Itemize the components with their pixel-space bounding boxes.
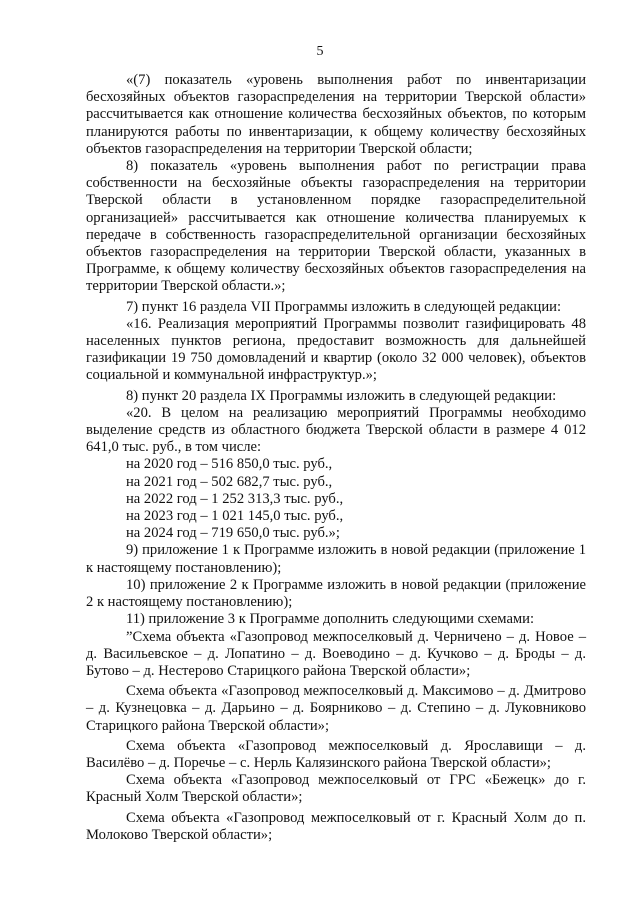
budget-line-2023: на 2023 год – 1 021 145,0 тыс. руб., [126,508,344,525]
budget-line-2024: на 2024 год – 719 650,0 тыс. руб.»; [126,525,340,542]
paragraph-indicator-7: «(7) показатель «уровень выполнения работ по инвентаризации бесхозяйных объектов газораспределения на территории Тверской области» рассчитывается как отношение количества бесхозяйных объектов, по которым планируются работы по инвентаризации, к общему количеству бесхозяйных объектов газораспределения на территории Тверской области; [86,72,586,157]
budget-line-2020: на 2020 год – 516 850,0 тыс. руб., [126,456,333,473]
paragraph-item-10: 10) приложение 2 к Программе изложить в новой редакции (приложение 2 к настоящему постановлению); [86,576,586,611]
scheme-bezhetsk: Схема объекта «Газопровод межпоселковый от ГРС «Бежецк» до г. Красный Холм Тверской области»; [86,772,586,806]
paragraph-point-16: «16. Реализация мероприятий Программы позволит газифицировать 48 населенных пунктов региона, предоставит возможность для дальнейшей газификации 19 750 домовладений и квартир (около 32 000 человек), объектов социальной и коммунальной инфраструктур.»; [86,315,586,384]
budget-line-2022: на 2022 год – 1 252 313,3 тыс. руб., [126,490,344,507]
document-body [86,72,586,844]
paragraph-item-7: 7) пункт 16 раздела VII Программы изложить в следующей редакции: [126,298,562,315]
page-number: 5 [316,44,324,59]
paragraph-point-20: «20. В целом на реализацию мероприятий Программы необходимо выделение средств из областного бюджета Тверской области в размере 4 012 641,0 тыс. руб., в том числе: [86,404,586,456]
paragraph-item-8: 8) пункт 20 раздела IX Программы изложить в следующей редакции: [126,387,557,404]
scheme-maksimovo: Схема объекта «Газопровод межпоселковый д. Максимово – д. Дмитрово – д. Кузнецовка – д. Дарьино – д. Боярниково – д. Степино – д. Луковниково Старицкого района Тверской области»; [86,683,586,734]
paragraph-indicator-8: 8) показатель «уровень выполнения работ по регистрации права собственности на бесхозяйные объекты газораспределения на территории Тверской области в установленном порядке газораспределительной организацией» рассчитывается как отношение количества планируемых к передаче в собственность газораспределительной организации бесхозяйных объектов газораспределения на территории Тверской области, указанных в Программе, к общему количеству бесхозяйных объектов газораспределения на территории Тверской области.»; [86,158,586,295]
scheme-krasny-kholm: Схема объекта «Газопровод межпоселковый от г. Красный Холм до п. Молоково Тверской области»; [86,809,586,843]
scheme-chernicheno: ”Схема объекта «Газопровод межпоселковый д. Черничено – д. Новое – д. Васильевское – д. Лопатино – д. Воеводино – д. Кучково – д. Броды – д. Бутово – д. Нестерово Старицкого района Тверской области»; [86,628,586,679]
budget-line-2021: на 2021 год – 502 682,7 тыс. руб., [126,473,333,490]
paragraph-item-9: 9) приложение 1 к Программе изложить в новой редакции (приложение 1 к настоящему постановлению); [86,542,586,576]
scheme-yaroslavishchi: Схема объекта «Газопровод межпоселковый д. Ярославищи – д. Василёво – д. Поречье – с. Нерль Калязинского района Тверской области»; [86,737,586,771]
paragraph-item-11: 11) приложение 3 к Программе дополнить следующими схемами: [126,611,535,628]
